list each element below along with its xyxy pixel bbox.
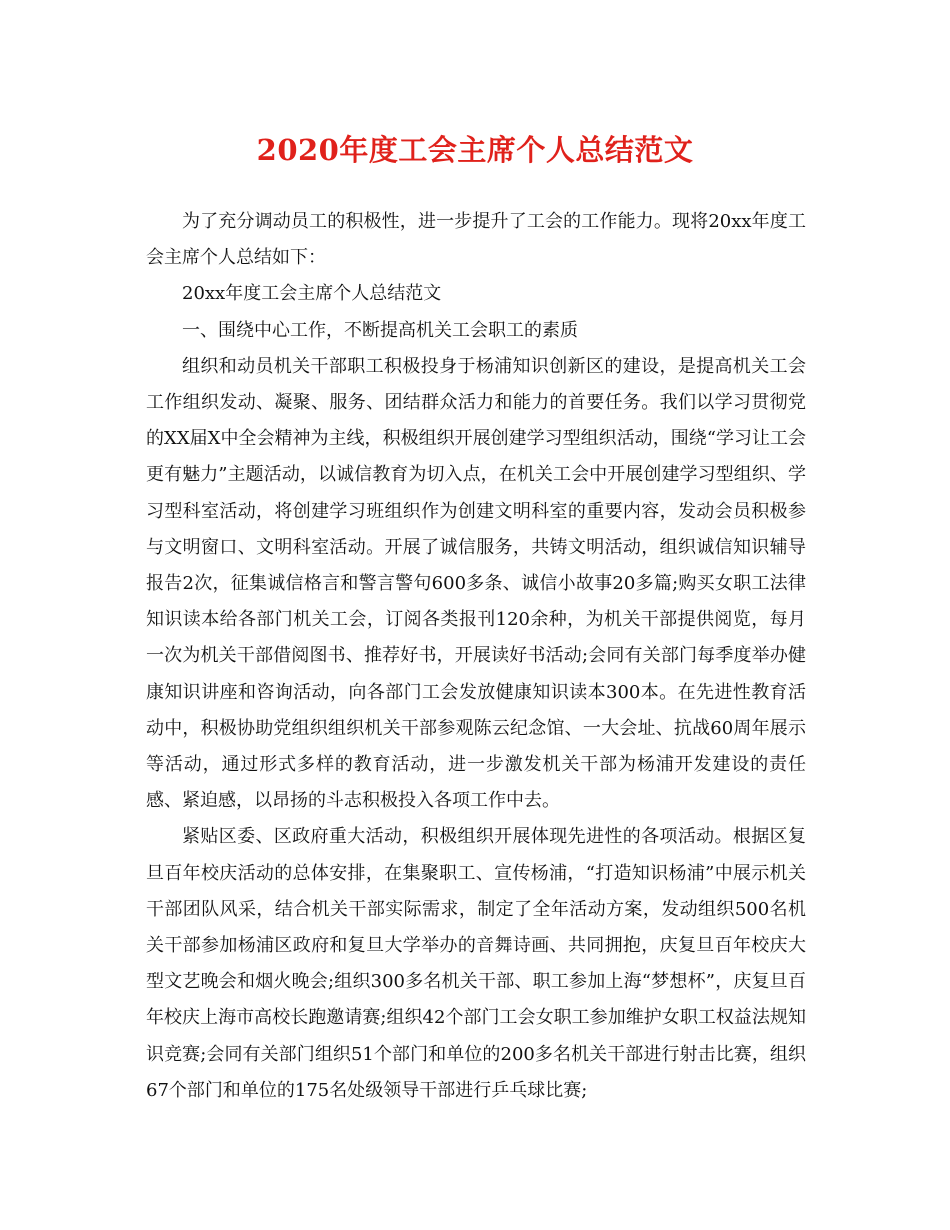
document-title: 2020年度工会主席个人总结范文	[256, 133, 694, 167]
paragraph-subtitle: 20xx年度工会主席个人总结范文	[182, 283, 442, 305]
paragraph-body-2: 紧贴区委、区政府重大活动，积极组织开展体现先进性的各项活动。根据区复旦百年校庆活动的总体安排，在集聚职工、宣传杨浦，“打造知识杨浦”中展示机关干部团队风采，结合机关干部实际需求，制定了全年活动方案，发动组织500名机关干部参加杨浦区政府和复旦大学举办的音舞诗画、共同拥抱，庆复旦百年校庆大型文艺晚会和烟火晚会;组织300多名机关干部、职工参加上海“梦想杯”，庆复旦百年校庆上海市高校长跑邀请赛;组织42个部门工会女职工参加维护女职工权益法规知识竞赛;会同有关部门组织51个部门和单位的200多名机关干部进行射击比赛，组织67个部门和单位的175名处级领导干部进行乒乓球比赛;	[146, 826, 806, 1101]
document-body	[146, 204, 806, 1109]
section-heading-1: 一、围绕中心工作，不断提高机关工会职工的素质	[182, 319, 578, 341]
paragraph-intro: 为了充分调动员工的积极性，进一步提升了工会的工作能力。现将20xx年度工会主席个人总结如下：	[146, 211, 806, 269]
paragraph-body-1: 组织和动员机关干部职工积极投身于杨浦知识创新区的建设，是提高机关工会工作组织发动、凝聚、服务、团结群众活力和能力的首要任务。我们以学习贯彻党的XX届X中全会精神为主线，积极组织开展创建学习型组织活动，围绕“学习让工会更有魅力”主题活动，以诚信教育为切入点，在机关工会中开展创建学习型组织、学习型科室活动，将创建学习班组织作为创建文明科室的重要内容，发动会员积极参与文明窗口、文明科室活动。开展了诚信服务，共铸文明活动，组织诚信知识辅导报告2次，征集诚信格言和警言警句600多条、诚信小故事20多篇;购买女职工法律知识读本给各部门机关工会，订阅各类报刊120余种，为机关干部提供阅览，每月一次为机关干部借阅图书、推荐好书，开展读好书活动;会同有关部门每季度举办健康知识讲座和咨询活动，向各部门工会发放健康知识读本300本。在先进性教育活动中，积极协助党组织组织机关干部参观陈云纪念馆、一大会址、抗战60周年展示等活动，通过形式多样的教育活动，进一步激发机关干部为杨浦开发建设的责任感、紧迫感，以昂扬的斗志积极投入各项工作中去。	[146, 355, 806, 812]
